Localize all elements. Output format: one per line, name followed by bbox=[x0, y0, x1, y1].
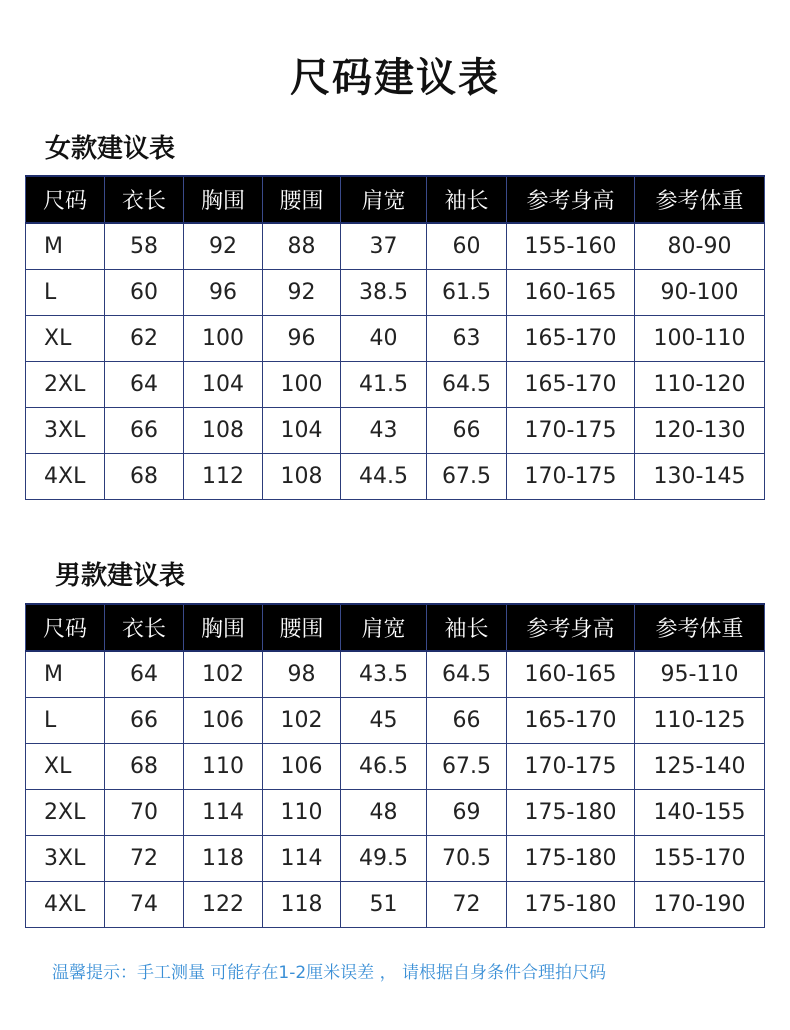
measurement-cell: 66 bbox=[105, 408, 184, 454]
measurement-cell: 72 bbox=[427, 882, 507, 928]
column-header: 参考身高 bbox=[507, 176, 635, 223]
column-header: 衣长 bbox=[105, 604, 184, 651]
measurement-cell: 37 bbox=[341, 223, 427, 270]
table-row bbox=[26, 316, 765, 362]
men-header-row bbox=[26, 604, 765, 651]
size-cell: 3XL bbox=[26, 408, 105, 454]
table-row bbox=[26, 790, 765, 836]
measurement-cell: 122 bbox=[184, 882, 263, 928]
measurement-cell: 110 bbox=[184, 744, 263, 790]
measurement-cell: 45 bbox=[341, 698, 427, 744]
measurement-cell: 102 bbox=[184, 651, 263, 698]
measurement-cell: 100 bbox=[184, 316, 263, 362]
measurement-cell: 112 bbox=[184, 454, 263, 500]
table-row bbox=[26, 836, 765, 882]
size-cell: L bbox=[26, 698, 105, 744]
size-cell: 4XL bbox=[26, 454, 105, 500]
women-table-body bbox=[26, 223, 765, 500]
table-row bbox=[26, 882, 765, 928]
measurement-cell: 104 bbox=[184, 362, 263, 408]
size-cell: 4XL bbox=[26, 882, 105, 928]
size-cell: 3XL bbox=[26, 836, 105, 882]
measurement-cell: 155-170 bbox=[635, 836, 765, 882]
measurement-cell: 95-110 bbox=[635, 651, 765, 698]
size-cell: XL bbox=[26, 316, 105, 362]
column-header: 袖长 bbox=[427, 604, 507, 651]
measurement-cell: 110-120 bbox=[635, 362, 765, 408]
measurement-cell: 165-170 bbox=[507, 316, 635, 362]
page-title: 尺码建议表 bbox=[290, 55, 500, 101]
column-header: 腰围 bbox=[263, 604, 341, 651]
table-row bbox=[26, 270, 765, 316]
measurement-cell: 51 bbox=[341, 882, 427, 928]
men-table-body bbox=[26, 651, 765, 928]
column-header: 胸围 bbox=[184, 176, 263, 223]
column-header: 肩宽 bbox=[341, 604, 427, 651]
size-cell: 2XL bbox=[26, 362, 105, 408]
measurement-cell: 60 bbox=[427, 223, 507, 270]
measurement-cell: 175-180 bbox=[507, 882, 635, 928]
measurement-cell: 48 bbox=[341, 790, 427, 836]
measurement-cell: 96 bbox=[263, 316, 341, 362]
measurement-cell: 74 bbox=[105, 882, 184, 928]
measurement-cell: 61.5 bbox=[427, 270, 507, 316]
measurement-cell: 175-180 bbox=[507, 790, 635, 836]
measurement-cell: 170-175 bbox=[507, 744, 635, 790]
measurement-cell: 46.5 bbox=[341, 744, 427, 790]
measurement-cell: 170-175 bbox=[507, 454, 635, 500]
measurement-cell: 106 bbox=[263, 744, 341, 790]
measurement-tip: 温馨提示：手工测量 可能存在1-2厘米误差 ， 请根据自身条件合理拍尺码 bbox=[52, 963, 606, 983]
measurement-cell: 155-160 bbox=[507, 223, 635, 270]
measurement-cell: 92 bbox=[263, 270, 341, 316]
measurement-cell: 66 bbox=[105, 698, 184, 744]
measurement-cell: 160-165 bbox=[507, 270, 635, 316]
measurement-cell: 40 bbox=[341, 316, 427, 362]
measurement-cell: 38.5 bbox=[341, 270, 427, 316]
table-row bbox=[26, 651, 765, 698]
measurement-cell: 88 bbox=[263, 223, 341, 270]
table-row bbox=[26, 408, 765, 454]
women-section-title: 女款建议表 bbox=[45, 134, 176, 164]
measurement-cell: 130-145 bbox=[635, 454, 765, 500]
table-row bbox=[26, 454, 765, 500]
measurement-cell: 66 bbox=[427, 408, 507, 454]
measurement-cell: 120-130 bbox=[635, 408, 765, 454]
men-section-title: 男款建议表 bbox=[55, 561, 186, 591]
column-header: 参考身高 bbox=[507, 604, 635, 651]
measurement-cell: 118 bbox=[263, 882, 341, 928]
measurement-cell: 58 bbox=[105, 223, 184, 270]
measurement-cell: 43 bbox=[341, 408, 427, 454]
column-header: 尺码 bbox=[26, 176, 105, 223]
men-size-table bbox=[25, 603, 765, 928]
measurement-cell: 140-155 bbox=[635, 790, 765, 836]
measurement-cell: 70.5 bbox=[427, 836, 507, 882]
measurement-cell: 43.5 bbox=[341, 651, 427, 698]
measurement-cell: 80-90 bbox=[635, 223, 765, 270]
women-header-row bbox=[26, 176, 765, 223]
measurement-cell: 70 bbox=[105, 790, 184, 836]
measurement-cell: 92 bbox=[184, 223, 263, 270]
measurement-cell: 66 bbox=[427, 698, 507, 744]
size-cell: 2XL bbox=[26, 790, 105, 836]
measurement-cell: 64 bbox=[105, 651, 184, 698]
measurement-cell: 102 bbox=[263, 698, 341, 744]
measurement-cell: 67.5 bbox=[427, 454, 507, 500]
measurement-cell: 49.5 bbox=[341, 836, 427, 882]
measurement-cell: 170-175 bbox=[507, 408, 635, 454]
measurement-cell: 165-170 bbox=[507, 362, 635, 408]
measurement-cell: 104 bbox=[263, 408, 341, 454]
measurement-cell: 165-170 bbox=[507, 698, 635, 744]
measurement-cell: 100-110 bbox=[635, 316, 765, 362]
measurement-cell: 62 bbox=[105, 316, 184, 362]
column-header: 衣长 bbox=[105, 176, 184, 223]
size-cell: M bbox=[26, 223, 105, 270]
measurement-cell: 63 bbox=[427, 316, 507, 362]
measurement-cell: 96 bbox=[184, 270, 263, 316]
measurement-cell: 110-125 bbox=[635, 698, 765, 744]
measurement-cell: 106 bbox=[184, 698, 263, 744]
column-header: 肩宽 bbox=[341, 176, 427, 223]
table-row bbox=[26, 362, 765, 408]
size-cell: L bbox=[26, 270, 105, 316]
women-size-table bbox=[25, 175, 765, 500]
measurement-cell: 108 bbox=[184, 408, 263, 454]
measurement-cell: 68 bbox=[105, 744, 184, 790]
measurement-cell: 60 bbox=[105, 270, 184, 316]
measurement-cell: 90-100 bbox=[635, 270, 765, 316]
measurement-cell: 64 bbox=[105, 362, 184, 408]
measurement-cell: 175-180 bbox=[507, 836, 635, 882]
measurement-cell: 170-190 bbox=[635, 882, 765, 928]
column-header: 腰围 bbox=[263, 176, 341, 223]
table-row bbox=[26, 698, 765, 744]
measurement-cell: 72 bbox=[105, 836, 184, 882]
size-cell: XL bbox=[26, 744, 105, 790]
measurement-cell: 108 bbox=[263, 454, 341, 500]
column-header: 袖长 bbox=[427, 176, 507, 223]
measurement-cell: 67.5 bbox=[427, 744, 507, 790]
measurement-cell: 69 bbox=[427, 790, 507, 836]
column-header: 参考体重 bbox=[635, 176, 765, 223]
table-row bbox=[26, 744, 765, 790]
column-header: 参考体重 bbox=[635, 604, 765, 651]
table-row bbox=[26, 223, 765, 270]
measurement-cell: 41.5 bbox=[341, 362, 427, 408]
measurement-cell: 125-140 bbox=[635, 744, 765, 790]
measurement-cell: 64.5 bbox=[427, 362, 507, 408]
size-cell: M bbox=[26, 651, 105, 698]
women-table-header bbox=[26, 176, 765, 223]
measurement-cell: 118 bbox=[184, 836, 263, 882]
measurement-cell: 64.5 bbox=[427, 651, 507, 698]
men-table-header bbox=[26, 604, 765, 651]
measurement-cell: 98 bbox=[263, 651, 341, 698]
column-header: 尺码 bbox=[26, 604, 105, 651]
measurement-cell: 160-165 bbox=[507, 651, 635, 698]
measurement-cell: 68 bbox=[105, 454, 184, 500]
measurement-cell: 44.5 bbox=[341, 454, 427, 500]
measurement-cell: 100 bbox=[263, 362, 341, 408]
column-header: 胸围 bbox=[184, 604, 263, 651]
measurement-cell: 110 bbox=[263, 790, 341, 836]
measurement-cell: 114 bbox=[263, 836, 341, 882]
measurement-cell: 114 bbox=[184, 790, 263, 836]
